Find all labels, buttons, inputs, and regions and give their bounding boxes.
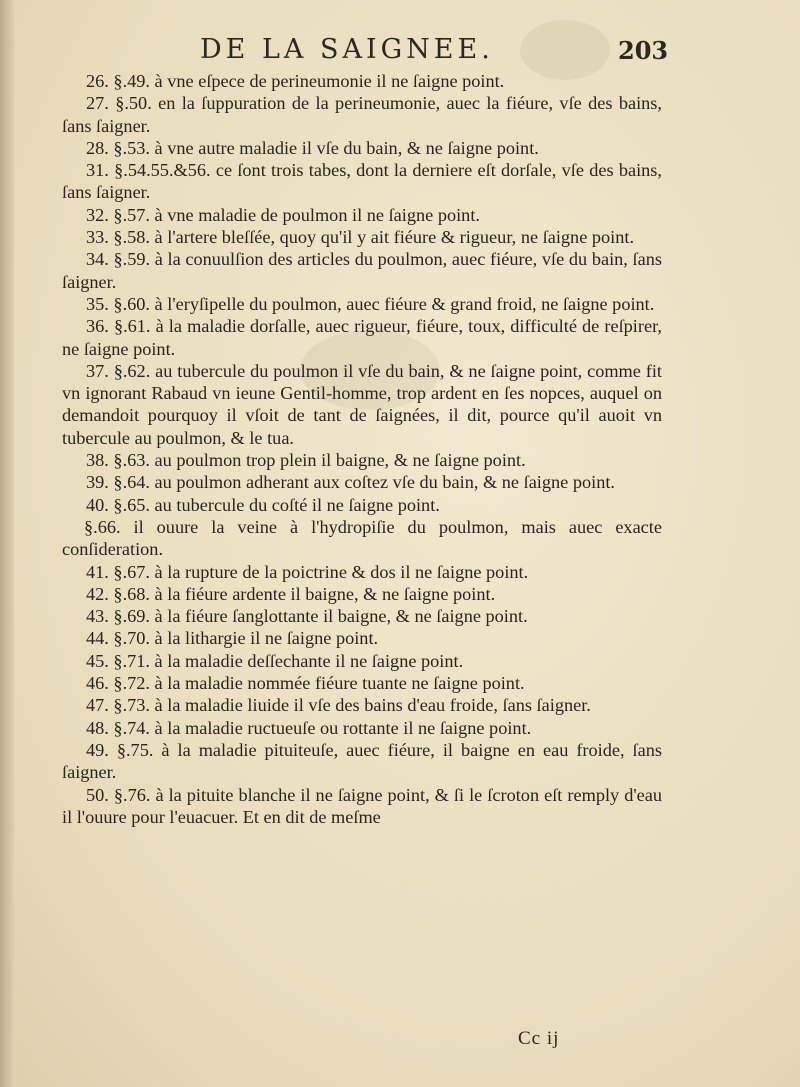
paragraph: 38. §.63. au poulmon trop plein il baigne, & ne ſaigne point. (86, 450, 526, 471)
paragraph: 49. §.75. à la maladie pituiteuſe, auec fiéure, il baigne en eau froide, ſans ſaigner. (62, 739, 662, 783)
paragraph: 43. §.69. à la fiéure ſanglottante il baigne, & ne ſaigne point. (86, 606, 528, 627)
paragraph: 28. §.53. à vne autre maladie il vſe du bain, & ne ſaigne point. (86, 137, 539, 158)
paragraph: 32. §.57. à vne maladie de poulmon il ne ſaigne point. (86, 204, 480, 225)
paragraph: 37. §.62. au tubercule du poulmon il vſe du bain, & ne ſaigne point, comme fit vn ignorant Rabaud vn ieune Gentil-homme, trop ardent en ſes nopces, auquel on demandoit pourquoy il vſoit de tant de ſaignées, il dit, pource qu'il auoit vn tubercule au poulmon, & le tua. (62, 360, 662, 448)
main-text (62, 70, 662, 828)
paragraph: 34. §.59. à la conuulſion des articles du poulmon, auec fiéure, vſe du bain, ſans ſaigner. (62, 249, 662, 292)
paragraph: 33. §.58. à l'artere bleſſée, quoy qu'il y ait fiéure & rigueur, ne ſaigne point. (86, 227, 635, 248)
paragraph: 41. §.67. à la rupture de la poictrine & dos il ne ſaigne point. (86, 561, 529, 582)
running-head (0, 34, 800, 74)
paragraph: 47. §.73. à la maladie liuide il vſe des bains d'eau froide, ſans ſaigner. (86, 695, 591, 716)
paragraph: 45. §.71. à la maladie deſſechante il ne ſaigne point. (86, 650, 464, 671)
paragraph: 39. §.64. au poulmon adherant aux coſtez vſe du bain, & ne ſaigne point. (86, 472, 616, 493)
paragraph: §.66. il ouure la veine à l'hydropiſie du poulmon, mais auec exacte conſideration. (62, 516, 662, 560)
paragraph: 42. §.68. à la fiéure ardente il baigne, & ne ſaigne point. (86, 583, 496, 604)
page-number: 203 (618, 36, 669, 65)
paragraph: 27. §.50. en la ſuppuration de la perineumonie, auec la fiéure, vſe des bains, ſans ſaigner. (62, 93, 662, 136)
paragraph: 46. §.72. à la maladie nommée fiéure tuante ne ſaigne point. (86, 673, 525, 694)
paragraph: 36. §.61. à la maladie dorſalle, auec rigueur, fiéure, toux, difficulté de reſpirer, ne ſaigne point. (62, 316, 662, 359)
paragraph: 40. §.65. au tubercule du coſté il ne ſaigne point. (86, 494, 440, 515)
paragraph: 48. §.74. à la maladie ructueuſe ou rottante il ne ſaigne point. (86, 717, 532, 738)
page-gutter (0, 0, 14, 1087)
signature-mark: Cc ij (518, 1028, 560, 1049)
paragraph: 50. §.76. à la pituite blanche il ne ſaigne point, & ſi le ſcroton eſt remply d'eau il l'ouure pour l'euacuer. Et en dit de meſme (62, 784, 662, 827)
running-title: DE LA SAIGNEE. (200, 34, 494, 65)
paragraph: 26. §.49. à vne eſpece de perineumonie il ne ſaigne point. (86, 71, 505, 91)
paragraph: 31. §.54.55.&56. ce ſont trois tabes, dont la derniere eſt dorſale, vſe des bains, ſans ſaigner. (62, 160, 662, 203)
paragraph: 35. §.60. à l'eryſipelle du poulmon, auec fiéure & grand froid, ne ſaigne point. (86, 293, 655, 314)
paragraph: 44. §.70. à la lithargie il ne ſaigne point. (86, 628, 379, 649)
